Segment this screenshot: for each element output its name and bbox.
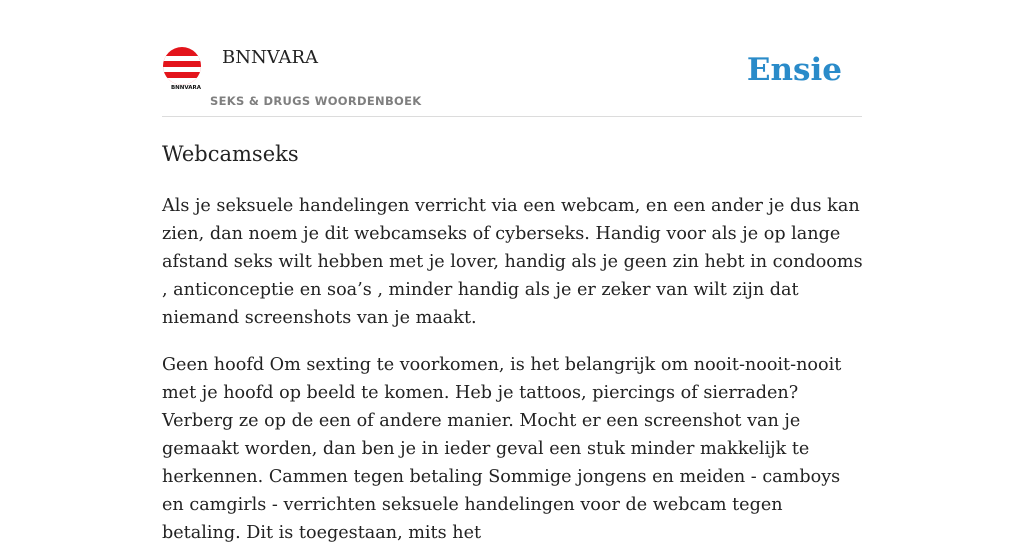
dictionary-subtitle[interactable]: SEKS & DRUGS WOORDENBOEK	[210, 94, 422, 108]
ensie-logo[interactable]: Ensie	[746, 52, 842, 88]
article-title: Webcamseks	[162, 142, 299, 166]
header	[162, 44, 862, 117]
brand-name[interactable]: BNNVARA	[222, 47, 319, 68]
bnnvara-logo[interactable]	[162, 46, 202, 90]
logo-wordmark: BNNVARA	[170, 85, 202, 91]
article-paragraph-2: Geen hoofd Om sexting te voorkomen, is het belangrijk om nooit-nooit-nooit met je hoofd op beeld te komen. Heb je tattoos, piercings of sierraden? Verberg ze op de een of andere manier. Mocht er een screenshot van je gemaakt worden, dan ben je in ieder geval een stuk minder makkelijk te herkennen. Cammen tegen betaling Sommige jongens en meiden - camboys en camgirls - verrichten seksuele handelingen voor de webcam tegen betaling. Dit is toegestaan, mits het	[162, 355, 842, 543]
article	[162, 138, 866, 547]
article-paragraph-1: Als je seksuele handelingen verricht via een webcam, en een ander je dus kan zien, dan noem je dit webcamseks of cyberseks. Handig voor als je op lange afstand seks wilt hebben met je lover, handig als je geen zin hebt in condooms , anticonceptie en soa’s , minder handig als je er zeker van wilt zijn dat niemand screenshots van je maakt.	[162, 196, 863, 328]
